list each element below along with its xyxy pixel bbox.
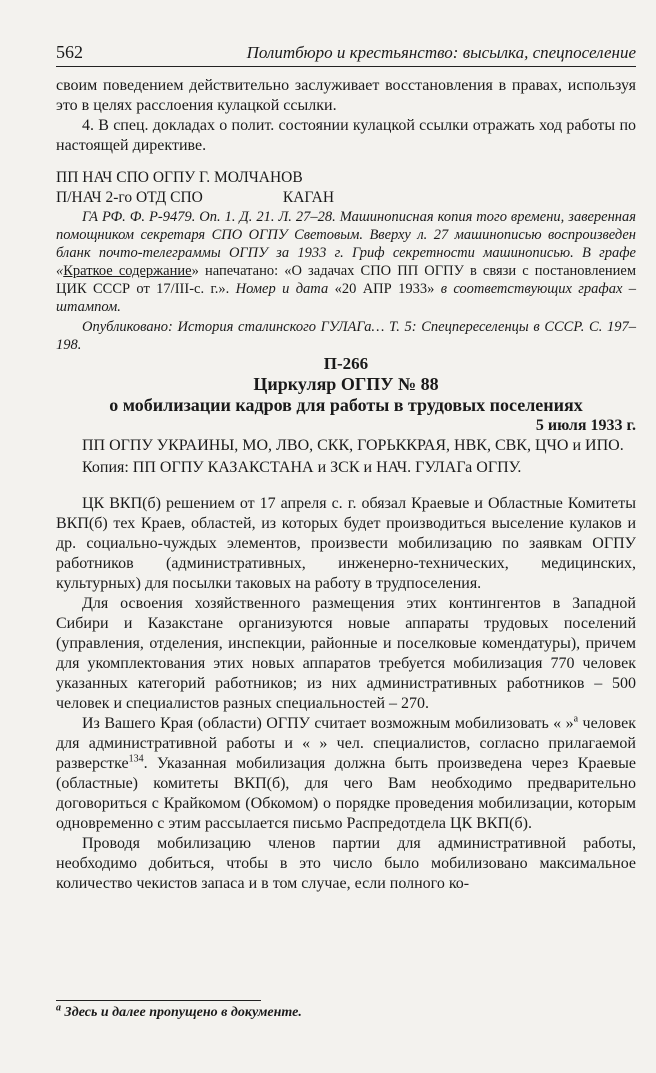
footnote-ref-134: 134 bbox=[128, 753, 144, 765]
signature-kagan bbox=[56, 188, 636, 208]
paragraph-2: Для освоения хозяйственного размещения этих контингентов в Западной Сибири и Казакстане организуются новые аппараты трудовых поселений (управления, отделения, инспекции, районные и поселковые комендатуры), причем для укомплектования этих новых аппаратов требуется мобилизация 770 человек указанных категорий работников; из них административных работников – 500 человек и специалистов разных специальностей – 270. bbox=[56, 595, 636, 712]
published-note: Опубликовано: История сталинского ГУЛАГа… Т. 5: Спецпереселенцы в СССР. С. 197–198. bbox=[56, 319, 636, 353]
paragraph-3: Из Вашего Края (области) ОГПУ считает возможным мобилизовать « »$^a$ человек для административной работы и « » чел. специалистов, согласно прилагаемой разверстке$^{134}$. Указанная мобилизация должна быть произведена через Краевые (областные) комитеты ВКП(б), для чего Вам необходимо предварительно договориться с Крайкомом (Обкомом) о порядке проведения мобилизации, которым одновременно с этим рассылается письмо Распредотдела ЦК ВКП(б). bbox=[56, 713, 637, 832]
signature-name: КАГАН bbox=[282, 189, 335, 206]
addressees: ПП ОГПУ УКРАИНЫ, МО, ЛВО, СКК, ГОРЬККРАЯ, НВК, СВК, ЦЧО и ИПО. bbox=[82, 437, 624, 454]
document-title-line-2: о мобилизации кадров для работы в трудовых поселениях bbox=[109, 395, 583, 415]
document-date: 5 июля 1933 г. bbox=[535, 417, 636, 434]
footnote-text: Здесь и далее пропущено в документе. bbox=[61, 1005, 302, 1020]
running-title: Политбюро и крестьянство: высылка, спецпоселение bbox=[246, 43, 636, 62]
copy-recipients: Копия: ПП ОГПУ КАЗАКСТАНА и ЗСК и НАЧ. ГУЛАГа ОГПУ. bbox=[82, 459, 522, 476]
underlined-field-name: Краткое содержание bbox=[63, 263, 192, 279]
paragraph-4: Проводя мобилизацию членов партии для административной работы, необходимо добиться, чтобы в это число было мобилизовано максимальное количество чекистов запаса и в том случае, если полного ко- bbox=[56, 835, 636, 892]
paragraph-1: ЦК ВКП(б) решением от 17 апреля с. г. обязал Краевые и Областные Комитеты ВКП(б) тех Краев, областей, из которых будет производиться выселение кулаков и др. социально-чуждых элементов, произвести мобилизацию по заявкам ОГПУ работников (административных, инженерно-технических, медицинских, культурных) для посылки таковых на работу в трудпоселения. bbox=[56, 495, 636, 592]
footnote-divider bbox=[56, 1000, 261, 1001]
footnote bbox=[56, 1002, 636, 1021]
archival-source-note: ГА РФ. Ф. Р-9479. Оп. 1. Д. 21. Л. 27–28. Машинописная копия того времени, заверенная помощником секретаря СПО ОГПУ Световым. Вверху л. 27 машинописью воспроизведен бланк почто-телеграммы ОГПУ за 1933 г. Гриф секретности машинописью. В графе «Краткое содержание» напечатано: «О задачах СПО ПП ОГПУ в связи с постановлением ЦИК СССР от 17/III-с. г.». Номер и дата «20 АПР 1933» в соответствующих графах – штампом. bbox=[56, 209, 637, 315]
footnote-marker: a bbox=[56, 1002, 61, 1014]
directive-item-4: 4. В спец. докладах о полит. состоянии кулацкой ссылки отражать ход работы по настоящей директиве. bbox=[56, 117, 636, 154]
document-title-line-1: Циркуляр ОГПУ № 88 bbox=[253, 374, 439, 394]
signature-molchanov: ПП НАЧ СПО ОГПУ Г. МОЛЧАНОВ bbox=[56, 169, 303, 186]
stamp-date: «20 АПР 1933» bbox=[334, 281, 435, 297]
page-number: 562 bbox=[56, 42, 83, 62]
signature-title: П/НАЧ 2-го ОТД СПО bbox=[56, 189, 203, 206]
document-number: П-266 bbox=[323, 354, 369, 373]
footnote-ref-a: a bbox=[573, 713, 579, 725]
page-body bbox=[56, 76, 636, 894]
continued-text: своим поведением действительно заслуживает восстановления в правах, используя это в целях расслоения кулацкой ссылки. bbox=[56, 77, 636, 114]
page-header bbox=[56, 42, 636, 67]
quoted-summary: «О задачах СПО ПП ОГПУ в связи с постановлением ЦИК СССР от 17/III-с. г.». bbox=[56, 263, 637, 297]
